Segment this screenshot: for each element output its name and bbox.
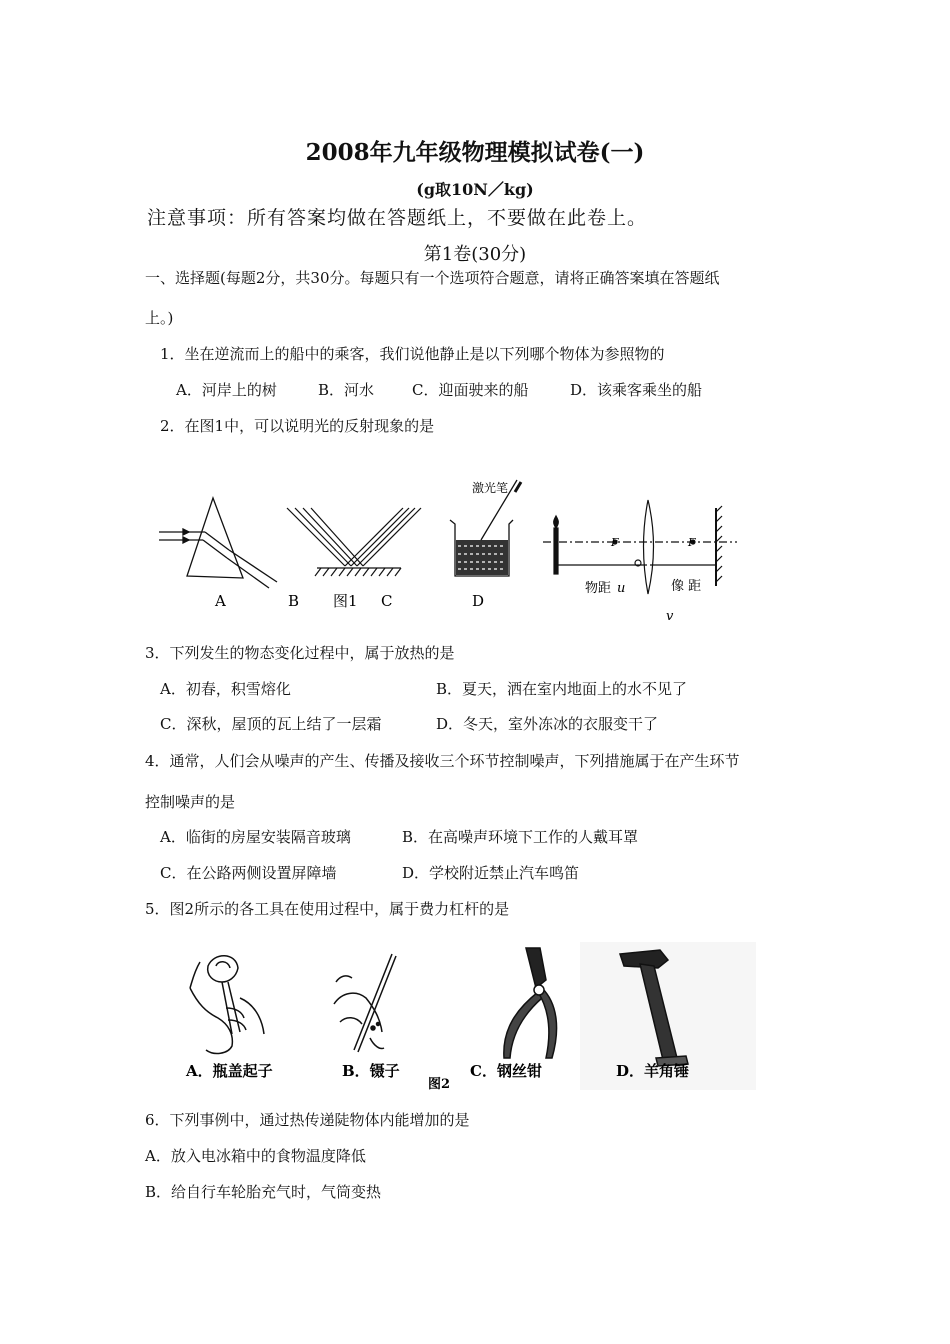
tool-label-c: C．钢丝钳	[470, 1062, 542, 1080]
section-heading-line1: 一、选择题(每题2分，共30分。每题只有一个选项符合题意，请将正确答案填在答题纸	[145, 269, 720, 287]
q4-option-c: C．在公路两侧设置屏障墙	[160, 864, 337, 882]
figure-2	[170, 938, 760, 1096]
q5-stem: 5．图2所示的各工具在使用过程中，属于费力杠杆的是	[145, 900, 510, 918]
q1-option-b: B．河水	[318, 381, 375, 399]
q4-option-a: A．临街的房屋安装隔音玻璃	[160, 828, 351, 846]
q3-option-d: D．冬天，室外冻冰的衣服变干了	[436, 715, 659, 733]
image-distance-label: 像 距	[671, 579, 702, 594]
section-heading-line2: 上。)	[145, 309, 174, 327]
bottle-opener-drawing	[190, 956, 264, 1054]
figure1-caption: 图1	[333, 592, 358, 610]
q1-option-d: D．该乘客乘坐的船	[570, 381, 703, 399]
focus-label-2: F	[688, 536, 696, 549]
figure1-label-b: B	[288, 592, 300, 610]
prism-diagram	[159, 498, 277, 588]
figure1-label-a: A	[215, 592, 226, 610]
q6-option-a: A．放入电冰箱中的食物温度降低	[145, 1147, 366, 1165]
volume-heading: 第1卷(30分)	[423, 244, 527, 265]
focus-label-1: F	[611, 536, 619, 549]
figure-1	[145, 468, 765, 630]
q1-option-a: A．河岸上的树	[176, 381, 277, 399]
image-distance-symbol: v	[666, 609, 674, 624]
q2-stem: 2．在图1中，可以说明光的反射现象的是	[160, 417, 435, 435]
tool-label-a: A．瓶盖起子	[186, 1062, 273, 1080]
figure1-label-c: C	[381, 592, 393, 610]
page-title: 2008年九年级物理模拟试卷(一)	[305, 139, 645, 166]
object-distance-symbol: u	[617, 581, 626, 596]
q4-option-b: B．在高噪声环境下工作的人戴耳罩	[402, 828, 639, 846]
q3-option-b: B．夏天，洒在室内地面上的水不见了	[436, 680, 688, 698]
figure1-label-d: D	[472, 592, 485, 610]
pliers-drawing	[504, 948, 557, 1058]
q6-option-b: B．给自行车轮胎充气时，气筒变热	[145, 1183, 382, 1201]
q1-stem: 1．坐在逆流而上的船中的乘客，我们说他静止是以下列哪个物体为参照物的	[160, 345, 665, 363]
tweezers-drawing	[334, 954, 396, 1052]
figure2-caption: 图2	[428, 1077, 451, 1092]
q3-stem: 3．下列发生的物态变化过程中，属于放热的是	[145, 644, 455, 662]
object-distance-label: 物距	[585, 581, 612, 596]
lens-diagram	[543, 500, 737, 594]
laser-label: 激光笔	[472, 481, 509, 495]
q6-stem: 6．下列事例中，通过热传递陡物体内能增加的是	[145, 1111, 470, 1129]
tool-label-d: D．羊角锤	[616, 1062, 690, 1080]
q1-option-c: C．迎面驶来的船	[412, 381, 529, 399]
q4-option-d: D．学校附近禁止汽车鸣笛	[402, 864, 580, 882]
reflection-diagram	[287, 508, 421, 576]
q3-option-c: C．深秋，屋顶的瓦上结了一层霜	[160, 715, 382, 733]
page-subtitle: (g取10N／kg)	[416, 180, 534, 199]
tool-label-b: B．镊子	[342, 1062, 400, 1080]
q4-stem-line1: 4．通常，人们会从噪声的产生、传播及接收三个环节控制噪声，下列措施属于在产生环节	[145, 752, 740, 770]
q3-option-a: A．初春，积雪熔化	[160, 680, 291, 698]
q4-stem-line2: 控制噪声的是	[145, 793, 236, 811]
notice: 注意事项：所有答案均做在答题纸上，不要做在此卷上。	[147, 207, 648, 229]
